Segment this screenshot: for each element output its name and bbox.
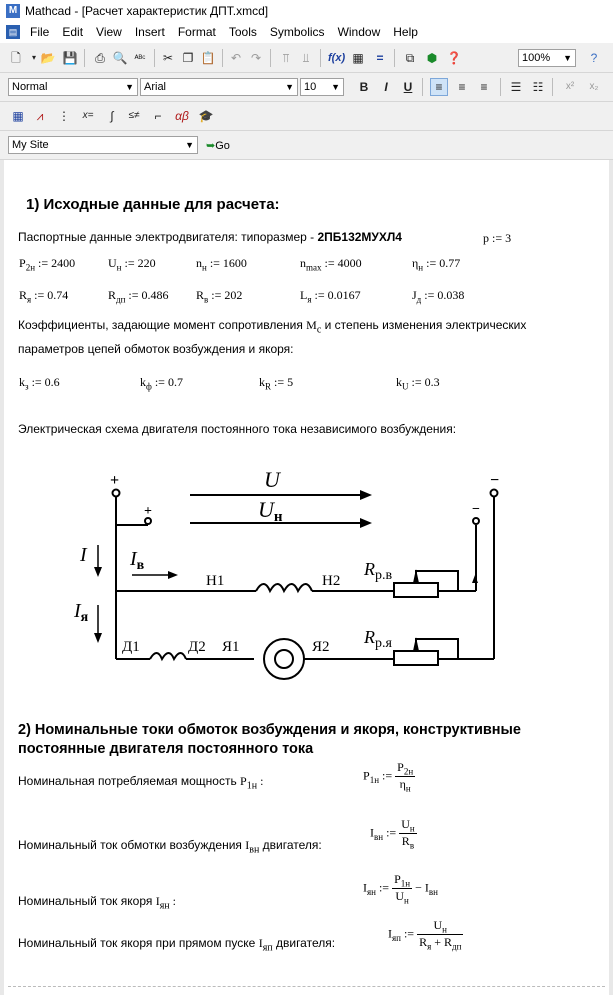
var-subscript: н bbox=[116, 262, 122, 273]
calculate-icon[interactable]: = bbox=[376, 51, 384, 65]
chevron-down-icon: ▼ bbox=[125, 82, 134, 92]
var-symbol: R bbox=[19, 288, 28, 302]
web-toolbar bbox=[0, 131, 613, 160]
f4-lhs-sub: яп bbox=[392, 933, 401, 944]
plus-label-1: + bbox=[110, 472, 120, 489]
var-symbol: η bbox=[412, 256, 419, 270]
var-subscript: н bbox=[418, 262, 424, 273]
Un-letter: U bbox=[258, 497, 274, 522]
f3-den: U bbox=[395, 889, 404, 904]
f4-symbol bbox=[258, 936, 273, 954]
zoom-select[interactable] bbox=[518, 49, 576, 67]
align-right-icon[interactable]: ≡ bbox=[480, 80, 488, 94]
f3-tail: − I bbox=[412, 880, 429, 895]
Iv-sub: в bbox=[136, 558, 145, 573]
f3-label bbox=[18, 894, 176, 911]
menu-item-view[interactable]: View bbox=[96, 25, 122, 39]
save-icon[interactable]: 💾 bbox=[62, 51, 78, 65]
Ya1-label: Я1 bbox=[222, 639, 240, 655]
var-value: := 4000 bbox=[321, 256, 362, 270]
formatting-toolbar bbox=[0, 73, 613, 102]
f4-fraction bbox=[417, 918, 463, 952]
paste-icon[interactable]: 📋 bbox=[200, 51, 216, 65]
style-value: Normal bbox=[12, 81, 48, 93]
arrowhead-U bbox=[360, 490, 372, 500]
menu-item-tools[interactable]: Tools bbox=[228, 25, 257, 39]
var-value: := 0.3 bbox=[408, 375, 440, 389]
mathcad-app-icon: M bbox=[6, 4, 20, 18]
f1-symbol bbox=[240, 774, 264, 792]
f1-label-text: Номинальная потребляемая мощность bbox=[18, 774, 241, 788]
excitation-rheostat bbox=[394, 583, 438, 597]
chevron-down-icon: ▼ bbox=[563, 53, 572, 63]
f4-num: U bbox=[433, 918, 443, 932]
var-symbol: n bbox=[196, 256, 202, 270]
align-center-icon[interactable]: ≡ bbox=[458, 80, 466, 94]
new-document-icon[interactable]: 🗋 bbox=[11, 51, 21, 65]
font-value: Arial bbox=[144, 81, 167, 93]
f1-label bbox=[18, 774, 263, 791]
f2-fraction bbox=[399, 817, 417, 851]
f2-lhs-sub: вн bbox=[374, 832, 384, 843]
terminal-minus-1 bbox=[491, 490, 498, 497]
f3-tail-sub: вн bbox=[428, 887, 438, 898]
f3-num-sub: 1н bbox=[400, 878, 411, 889]
var-subscript: н bbox=[202, 262, 207, 273]
f4-den-plus: + R bbox=[431, 935, 453, 950]
terminal-plus-1 bbox=[113, 490, 120, 497]
greek-icon[interactable]: αβ bbox=[175, 109, 189, 123]
D2-label: Д2 bbox=[188, 639, 206, 655]
f2-label-text: Номинальный ток обмотки возбуждения bbox=[18, 838, 246, 852]
f4-sym-sub: яп bbox=[262, 942, 273, 954]
f3-numerator bbox=[392, 872, 412, 888]
arrowhead-I bbox=[94, 567, 102, 577]
chevron-down-icon: ▼ bbox=[185, 140, 194, 150]
Iya-label bbox=[73, 600, 89, 625]
f1-sym-letter: P bbox=[240, 774, 247, 788]
var-value: := 1600 bbox=[206, 256, 247, 270]
redo-icon[interactable]: ↷ bbox=[250, 51, 262, 65]
f3-num: P bbox=[394, 872, 401, 886]
chevron-down-icon: ▼ bbox=[331, 82, 340, 92]
moment-letter: M bbox=[306, 318, 317, 332]
symbolic-icon[interactable]: 🎓 bbox=[198, 109, 214, 123]
menu-item-format[interactable]: Format bbox=[177, 25, 216, 39]
f3-denominator bbox=[392, 888, 412, 905]
f2-tail: двигателя: bbox=[259, 838, 322, 852]
f2-formula[interactable]: $I_{вн}$ := $\frac{U_н}{R_в}$ bbox=[370, 817, 415, 851]
f2-den-sub: в bbox=[409, 840, 415, 851]
align-down-icon[interactable]: ⫫ bbox=[302, 51, 310, 65]
var-subscript: дп bbox=[116, 294, 126, 305]
var-subscript: 2н bbox=[25, 262, 36, 273]
graph-icon[interactable]: ⩘ bbox=[36, 109, 44, 123]
U-label: U bbox=[264, 467, 280, 492]
math-toolbar bbox=[0, 102, 613, 131]
Iv-letter: I bbox=[130, 548, 137, 570]
var-value: := 0.74 bbox=[31, 288, 69, 302]
boolean-icon[interactable]: ≤≠ bbox=[128, 110, 140, 121]
f1-den-sub: н bbox=[405, 783, 411, 794]
underline-button[interactable]: U bbox=[403, 80, 413, 94]
f3-label-text: Номинальный ток якоря bbox=[18, 894, 156, 908]
motor-model: 2ПБ132МУХЛ4 bbox=[317, 230, 402, 244]
var-subscript: д bbox=[416, 294, 422, 305]
Iya-letter: I bbox=[74, 600, 81, 622]
minus-label-1: − bbox=[490, 472, 500, 489]
f2-symbol bbox=[245, 838, 260, 856]
resources-icon[interactable]: ⬢ bbox=[426, 51, 438, 65]
menu-bar bbox=[0, 22, 613, 43]
f2-num-sub: н bbox=[409, 823, 415, 834]
f1-sym-sub: 1н bbox=[246, 780, 258, 792]
calculus-icon[interactable]: ∫ bbox=[110, 109, 114, 123]
var-value: := 0.486 bbox=[125, 288, 169, 302]
pole-pairs[interactable]: p := 3 bbox=[483, 231, 512, 245]
excitation-coil bbox=[256, 584, 312, 591]
var-value: := 0.77 bbox=[423, 256, 461, 270]
f4-lhs: I bbox=[388, 926, 392, 941]
var-value: := 0.038 bbox=[421, 288, 465, 302]
f3-lhs-sub: ян bbox=[367, 887, 376, 898]
passport-label bbox=[18, 230, 402, 244]
menu-item-insert[interactable]: Insert bbox=[134, 25, 165, 39]
var-symbol: k bbox=[140, 375, 146, 389]
motor-armature bbox=[264, 639, 304, 679]
Rpya-sub: р.я bbox=[375, 636, 392, 651]
copy-icon[interactable]: ❐ bbox=[182, 51, 194, 65]
insert-function-icon[interactable]: f(x) bbox=[328, 52, 346, 64]
minus-label-2: − bbox=[472, 502, 480, 517]
f1-numerator bbox=[395, 760, 415, 776]
row2-var-4[interactable] bbox=[412, 288, 464, 304]
f3-sym-letter: I bbox=[155, 894, 160, 908]
row2-var-0[interactable] bbox=[19, 288, 68, 304]
font-size-select[interactable] bbox=[300, 78, 344, 96]
menu-item-help[interactable]: Help bbox=[393, 25, 418, 39]
row3-var-2[interactable] bbox=[259, 375, 293, 391]
numbering-icon[interactable]: ☷ bbox=[532, 80, 544, 94]
f1-num-sub: 2н bbox=[403, 766, 414, 777]
help-icon[interactable]: ❓ bbox=[446, 51, 462, 65]
commutation-coil bbox=[150, 653, 186, 659]
font-select[interactable] bbox=[140, 78, 298, 96]
section2-heading-2: постоянные двигателя постоянного тока bbox=[18, 741, 314, 757]
var-subscript: ф bbox=[146, 381, 152, 392]
align-top-icon[interactable]: ⫪ bbox=[282, 51, 290, 65]
f1-lhs-sub: 1н bbox=[369, 775, 380, 786]
var-subscript: в bbox=[204, 294, 209, 305]
var-symbol: P bbox=[19, 256, 26, 270]
print-preview-icon[interactable]: 🔍 bbox=[112, 51, 128, 65]
Rpv-letter: R bbox=[364, 559, 375, 579]
chevron-down-icon: ▼ bbox=[285, 82, 294, 92]
f3-colon: : bbox=[169, 894, 176, 908]
var-value: := 2400 bbox=[35, 256, 76, 270]
var-subscript: max bbox=[306, 262, 322, 273]
worksheet[interactable] bbox=[0, 160, 613, 995]
f2-den: R bbox=[401, 834, 410, 849]
f2-num: U bbox=[401, 817, 410, 831]
moment-sub: c bbox=[316, 324, 322, 336]
section2-heading-1: 2) Номинальные токи обмоток возбуждения и якоря, конструктивные bbox=[18, 722, 521, 738]
f2-numerator bbox=[399, 817, 417, 833]
var-symbol: n bbox=[300, 256, 306, 270]
passport-text: Паспортные данные электродвигателя: типоразмер - bbox=[18, 230, 318, 244]
bullets-icon[interactable]: ☰ bbox=[510, 80, 522, 94]
var-value: := 0.6 bbox=[28, 375, 60, 389]
programming-icon[interactable]: ⌐ bbox=[154, 109, 162, 123]
var-subscript: R bbox=[265, 381, 272, 392]
row2-var-1[interactable] bbox=[108, 288, 169, 304]
var-symbol: U bbox=[108, 256, 117, 270]
arrowhead-Iya bbox=[94, 633, 102, 643]
go-arrow-icon: ➥ bbox=[206, 140, 216, 152]
f3-sym-sub: ян bbox=[159, 900, 170, 912]
var-value: := 5 bbox=[271, 375, 294, 389]
Rpv-label bbox=[363, 559, 393, 583]
f1-num: P bbox=[397, 760, 404, 774]
menu-item-file[interactable]: File bbox=[30, 25, 50, 39]
f2-sym-letter: I bbox=[245, 838, 250, 852]
coef-text-line1 bbox=[18, 318, 526, 335]
document-icon[interactable]: ▤ bbox=[6, 25, 20, 39]
Iv-label bbox=[129, 548, 145, 573]
f1-denominator bbox=[395, 776, 415, 793]
component-icon[interactable]: ⧉ bbox=[405, 51, 415, 65]
f2-lhs: I bbox=[370, 825, 374, 840]
var-value: := 0.0167 bbox=[311, 288, 361, 302]
H2-label: Н2 bbox=[322, 573, 341, 589]
standard-toolbar bbox=[0, 44, 613, 73]
site-select[interactable] bbox=[8, 136, 198, 154]
terminal-minus-2 bbox=[473, 518, 479, 524]
new-dropdown-icon[interactable]: ▾ bbox=[31, 53, 36, 62]
matrix-icon[interactable]: ⋮ bbox=[58, 109, 70, 123]
var-subscript: я bbox=[307, 294, 312, 305]
row1-var-3[interactable] bbox=[300, 256, 362, 272]
H1-label: Н1 bbox=[206, 573, 225, 589]
coef-text-a: Коэффициенты, задающие момент сопротивления bbox=[18, 318, 307, 332]
f1-fraction bbox=[395, 760, 415, 794]
open-folder-icon[interactable]: 📂 bbox=[40, 51, 56, 65]
var-symbol: R bbox=[108, 288, 117, 302]
f2-label bbox=[18, 838, 322, 855]
D1-label: Д1 bbox=[122, 639, 140, 655]
row1-var-2[interactable] bbox=[196, 256, 247, 272]
arrowhead-Un bbox=[360, 518, 372, 528]
var-value: := 0.7 bbox=[151, 375, 183, 389]
f4-den: R bbox=[419, 935, 428, 950]
f3-fraction bbox=[392, 872, 412, 906]
menu-item-edit[interactable]: Edit bbox=[62, 25, 84, 39]
menu-item-symbolics[interactable]: Symbolics bbox=[269, 25, 325, 39]
row2-var-3[interactable] bbox=[300, 288, 361, 304]
var-subscript: U bbox=[402, 381, 409, 392]
circuit-diagram bbox=[60, 465, 520, 680]
f3-den-sub: н bbox=[404, 895, 409, 906]
f1-formula[interactable]: $P_{1н}$ := $\frac{P_{2н}}{\eta_н}$ bbox=[363, 760, 414, 794]
armature-rheostat bbox=[394, 651, 438, 665]
italic-button[interactable]: I bbox=[384, 80, 388, 94]
f2-denominator bbox=[399, 833, 417, 850]
row1-var-1[interactable] bbox=[108, 256, 156, 272]
f4-denominator bbox=[417, 934, 463, 951]
I-label: I bbox=[80, 544, 87, 566]
Un-sub: н bbox=[273, 509, 283, 525]
f4-num-sub: н bbox=[442, 924, 447, 935]
var-symbol: k bbox=[396, 375, 402, 389]
Un-label bbox=[258, 497, 283, 525]
var-symbol: R bbox=[196, 288, 205, 302]
section1-heading: 1) Исходные данные для расчета: bbox=[26, 196, 280, 213]
plus-label-2: + bbox=[144, 504, 152, 519]
Rpya-label bbox=[363, 627, 393, 651]
undo-icon[interactable]: ↶ bbox=[230, 51, 242, 65]
row1-var-0[interactable] bbox=[19, 256, 75, 272]
var-symbol: L bbox=[300, 288, 308, 302]
coef-text-line2: параметров цепей обмоток возбуждения и якоря: bbox=[18, 342, 294, 356]
evaluation-icon[interactable]: x= bbox=[82, 110, 94, 121]
var-symbol: k bbox=[259, 375, 265, 389]
f2-sym-sub: вн bbox=[249, 844, 260, 856]
Ya2-label: Я2 bbox=[312, 639, 330, 655]
bold-button[interactable]: B bbox=[359, 80, 369, 94]
print-icon[interactable]: ⎙ bbox=[95, 51, 105, 65]
f1-lhs: P bbox=[363, 768, 370, 783]
coef-text-b: и степень изменения электрических bbox=[321, 318, 527, 332]
motor-rotor bbox=[275, 650, 293, 668]
excitation-slider-arrow bbox=[472, 575, 478, 583]
f1-den: η bbox=[399, 777, 406, 792]
var-symbol: J bbox=[412, 288, 417, 302]
style-select[interactable] bbox=[8, 78, 138, 96]
row2-var-2[interactable] bbox=[196, 288, 242, 304]
font-size-value: 10 bbox=[304, 81, 317, 93]
f4-den-sub2: дп bbox=[452, 941, 462, 952]
superscript-icon[interactable]: x² bbox=[565, 81, 575, 92]
row3-var-0[interactable] bbox=[19, 375, 60, 391]
go-button[interactable] bbox=[206, 139, 230, 152]
var-symbol: k bbox=[19, 375, 25, 389]
f4-den-sub1: я bbox=[427, 941, 432, 952]
f3-lhs: I bbox=[363, 880, 367, 895]
moment-symbol bbox=[306, 318, 322, 336]
f4-tail: двигателя: bbox=[272, 936, 336, 950]
help-context-icon[interactable]: ? bbox=[590, 51, 598, 65]
window-title: Mathcad - [Расчет характеристик ДПТ.xmcd] bbox=[25, 4, 269, 18]
arrowhead-Iv bbox=[168, 571, 178, 579]
f4-label-text: Номинальный ток якоря при прямом пуске bbox=[18, 936, 259, 950]
calculator-icon[interactable]: ▦ bbox=[12, 109, 24, 123]
spell-check-icon[interactable]: ᴬᴮᶜ bbox=[134, 53, 146, 63]
f4-label bbox=[18, 936, 335, 953]
Iya-sub: я bbox=[80, 610, 89, 625]
f3-formula[interactable]: $I_{ян}$ := $\frac{P_{1н}}{U_н}$ − $I_{вн}$ bbox=[363, 872, 438, 906]
row3-var-3[interactable] bbox=[396, 375, 440, 391]
title-bar bbox=[0, 0, 613, 22]
f4-formula[interactable]: $I_{яп}$ := $\frac{U_н}{R_я + R_{дп}}$ bbox=[388, 918, 462, 952]
Rpv-sub: р.в bbox=[375, 568, 393, 583]
row3-var-1[interactable] bbox=[140, 375, 183, 391]
var-value: := 202 bbox=[208, 288, 243, 302]
zoom-value: 100% bbox=[522, 52, 551, 64]
row1-var-4[interactable] bbox=[412, 256, 460, 272]
var-subscript: я bbox=[27, 294, 32, 305]
page-break-line bbox=[8, 986, 605, 987]
cut-icon[interactable]: ✂ bbox=[162, 51, 174, 65]
scheme-label: Электрическая схема двигателя постоянного тока независимого возбуждения: bbox=[18, 422, 457, 436]
align-left-icon[interactable]: ≡ bbox=[430, 78, 448, 96]
var-subscript: з bbox=[25, 381, 29, 392]
var-value: := 220 bbox=[121, 256, 156, 270]
Rpya-letter: R bbox=[364, 627, 375, 647]
f1-colon: : bbox=[257, 774, 264, 788]
insert-unit-icon[interactable]: ▦ bbox=[352, 51, 364, 65]
f4-numerator bbox=[417, 918, 463, 934]
subscript-icon[interactable]: x₂ bbox=[589, 81, 599, 92]
go-label: Go bbox=[215, 140, 230, 152]
site-value: My Site bbox=[12, 139, 49, 151]
f4-sym-letter: I bbox=[258, 936, 263, 950]
menu-item-window[interactable]: Window bbox=[337, 25, 381, 39]
f3-symbol bbox=[155, 894, 176, 912]
